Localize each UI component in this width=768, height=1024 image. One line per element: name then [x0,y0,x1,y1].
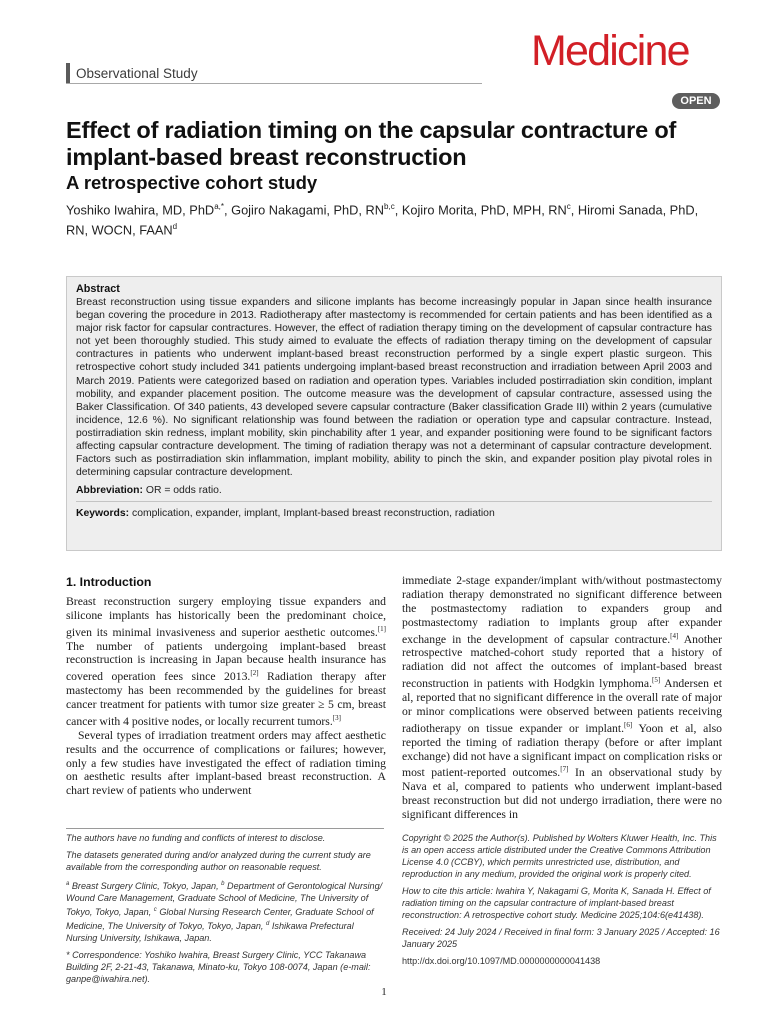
superscript-marker: [4] [670,631,679,640]
intro-paragraph-1 [66,595,386,729]
abstract-box [66,276,722,551]
correspondence-note: * Correspondence: Yoshiko Iwahira, Breast Surgery Clinic, YCC Takanawa Building 2F, 2-21-43, Takanawa, Minato-ku, Tokyo 108-0074, Japan (e-mail: ganpe@iwahira.net). [66,950,371,985]
page-number: 1 [381,986,387,998]
keywords-text: complication, expander, implant, Implant-based breast reconstruction, radiation [129,508,495,520]
footnote-divider [66,828,384,829]
author-affiliation-marker: a,* [214,202,224,211]
section-label [66,62,198,84]
intro-paragraph-3 [402,574,722,822]
abstract-divider [76,501,712,502]
text-run: Breast reconstruction surgery employing tissue expanders and silicone implants has historically been the predominant choice, given its minimal invasiveness and superior aesthetic outcomes. [66,594,386,639]
keywords-line [76,507,712,520]
superscript-marker: b [221,881,225,887]
article-title: Effect of radiation timing on the capsular contracture of implant-based breast reconstruction [66,117,677,170]
body-column-left [66,574,386,798]
author-name: Hiromi Sanada, PhD, RN, WOCN, FAAN [66,202,699,238]
text-run: Radiation therapy after mastectomy has been recommended by the guidelines for breast cancer treatment for patients with tumor size greater ≥ 5 cm, breast cancer with 4 positive nodes, or locally recurrent tumors. [66,670,386,728]
section-divider [66,83,482,84]
footnotes-right [402,832,722,972]
funding-note: The authors have no funding and conflicts of interest to disclose. [66,833,326,843]
text-run: Another retrospective matched-cohort study reported that a history of radiation did not affect the outcomes of implant-based breast reconstruction in patients with Hodgkin lymphoma. [402,632,723,691]
text-run: Department of Gerontological Nursing/ Wound Care Management, Graduate School of Medicine, The University of Tokyo, Tokyo, Japan, [66,881,383,918]
article-subtitle: A retrospective cohort study [66,172,318,193]
superscript-marker: [5] [652,676,661,685]
text-run: Several types of irradiation treatment orders may affect aesthetic results and the occurrence of complications or failures; however, only a few studies have investigated the effect of radiation timing on aesthetic results after implant-based breast reconstruction. A chart review of patients who underwent [66,728,386,798]
section-label-bar [66,63,70,83]
section-label-text: Observational Study [76,65,198,81]
intro-paragraph-2 [66,729,386,799]
journal-logo: Medicine [531,27,689,75]
citation-note: How to cite this article: Iwahira Y, Nakagami G, Morita K, Sanada H. Effect of radiation timing on the capsular contracture of implant-based breast reconstruction: A retrospective cohort study. Medicine 2025;104:6(e41438). [402,886,711,920]
author-affiliation-marker: c [566,202,571,211]
footnotes-left [66,832,384,990]
doi-link[interactable]: http://dx.doi.org/10.1097/MD.0000000000041438 [402,956,601,966]
abbreviation-line [76,484,712,497]
dates-note: Received: 24 July 2024 / Received in final form: 3 January 2025 / Accepted: 16 January 2025 [402,927,720,949]
text-run: The number of patients undergoing implant-based breast reconstruction is increasing in Japan because health insurance has covered operation fees since 2013. [66,639,386,684]
text-run: Andersen et al, reported that no significant difference in the overall rate of major or minor complications were observed between patients receiving radiotherapy on tissue expander or implant. [402,677,722,735]
text-run: Breast Surgery Clinic, Tokyo, Japan, [69,881,222,892]
text-run: Yoon et al, also reported the timing of radiation therapy (before or after implant exchange) did not have a significant impact on complication risks or most patient-reported outcomes. [402,721,723,780]
superscript-marker: [7] [560,765,569,774]
text-run: Global Nursing Research Center, Graduate School of Medicine, The University of Tokyo, Tokyo, Japan, [66,907,374,932]
author-name: Gojiro Nakagami, PhD, RN [231,202,385,218]
affiliations-note [66,878,384,944]
open-access-badge: OPEN [672,93,720,109]
author-name: Kojiro Morita, PhD, MPH, RN [401,202,567,218]
superscript-marker: a [66,881,70,887]
superscript-marker: [2] [250,669,259,678]
superscript-marker: [6] [624,720,633,729]
author-separator: , [394,202,402,218]
superscript-marker: [1] [377,624,386,633]
superscript-marker: d [266,921,270,928]
section-heading-introduction: 1. Introduction [66,575,152,589]
keywords-label: Keywords: [76,508,130,520]
superscript-marker: [3] [332,713,341,722]
author-name: Yoshiko Iwahira, MD, PhD [66,202,215,218]
data-availability-note: The datasets generated during and/or analyzed during the current study are available from the corresponding author on reasonable request. [66,850,371,872]
text-run: In an observational study by Nava et al, compared to patients who underwent implant-based breast reconstruction but did not undergo irradiation, there were no significant differences in [402,766,723,822]
author-list [66,198,706,239]
abstract-heading: Abstract [76,283,120,295]
copyright-note: Copyright © 2025 the Author(s). Published by Wolters Kluwer Health, Inc. This is an open access article distributed under the Creative Commons Attribution License 4.0 (CCBY), which permits unrestricted use, distribution, and reproduction in any medium, provided the original work is properly cited. [402,833,717,879]
abbreviation-text: OR = odds ratio. [142,485,222,497]
author-separator: , [223,202,232,218]
abstract-body: Breast reconstruction using tissue expanders and silicone implants has become increasingly popular in Japan since health insurance began covering the procedure in 2013. Radiotherapy after mastectomy is recommended for certain patients and has been identified as a major risk factor for capsular contractures. However, the effect of radiation therapy timing on the development of capsular contracture has not yet been thoroughly studied. This study aimed to evaluate the effects of radiation therapy timing on the development of capsular contractures in patients who underwent implant-based breast reconstruction performed by a single expert plastic surgeon. This retrospective cohort study included 341 patients undergoing implant-based breast reconstruction and irradiation between April 2003 and March 2019. Patients were categorized based on radiation and operation types. Variables included postirradiation skin condition, implant mobility, and expander placement position. The outcome measure was the development of capsular contracture, assessed using the Baker Classification. Of 340 patients, 43 developed severe capsular contracture (Baker classification Grade III) within 2 years (cumulative incidence, 12.6 %). No significant relationship was found between the radiation or operation type and capsular contracture. Instead, postirradiation skin redness, implant mobility, skin pinchability after 1 year, and expander positioning were found to be significant factors affecting capsular contracture development. The timing of radiation therapy was not a determinant of capsular contracture development. Factors such as postirradiation skin inflammation, implant mobility, ability to pinch the skin, and expander position play pivotal roles in determining capsular contracture development. [76,297,712,479]
author-separator: , [570,202,578,218]
body-column-right [402,574,722,822]
text-run: Ishikawa Prefectural Nursing University, Ishikawa, Japan. [66,921,354,944]
abbreviation-label: Abbreviation: [76,485,143,497]
author-affiliation-marker: d [172,222,178,232]
superscript-marker: c [153,907,157,914]
author-affiliation-marker: b,c [384,202,395,211]
text-run: immediate 2-stage expander/implant with/without postmastectomy radiation therapy demonstrated no significant difference between the postmastectomy radiation to expanders group and postmastectomy radiation to implants group after expander exchange in the development of capsular contracture. [402,574,722,646]
